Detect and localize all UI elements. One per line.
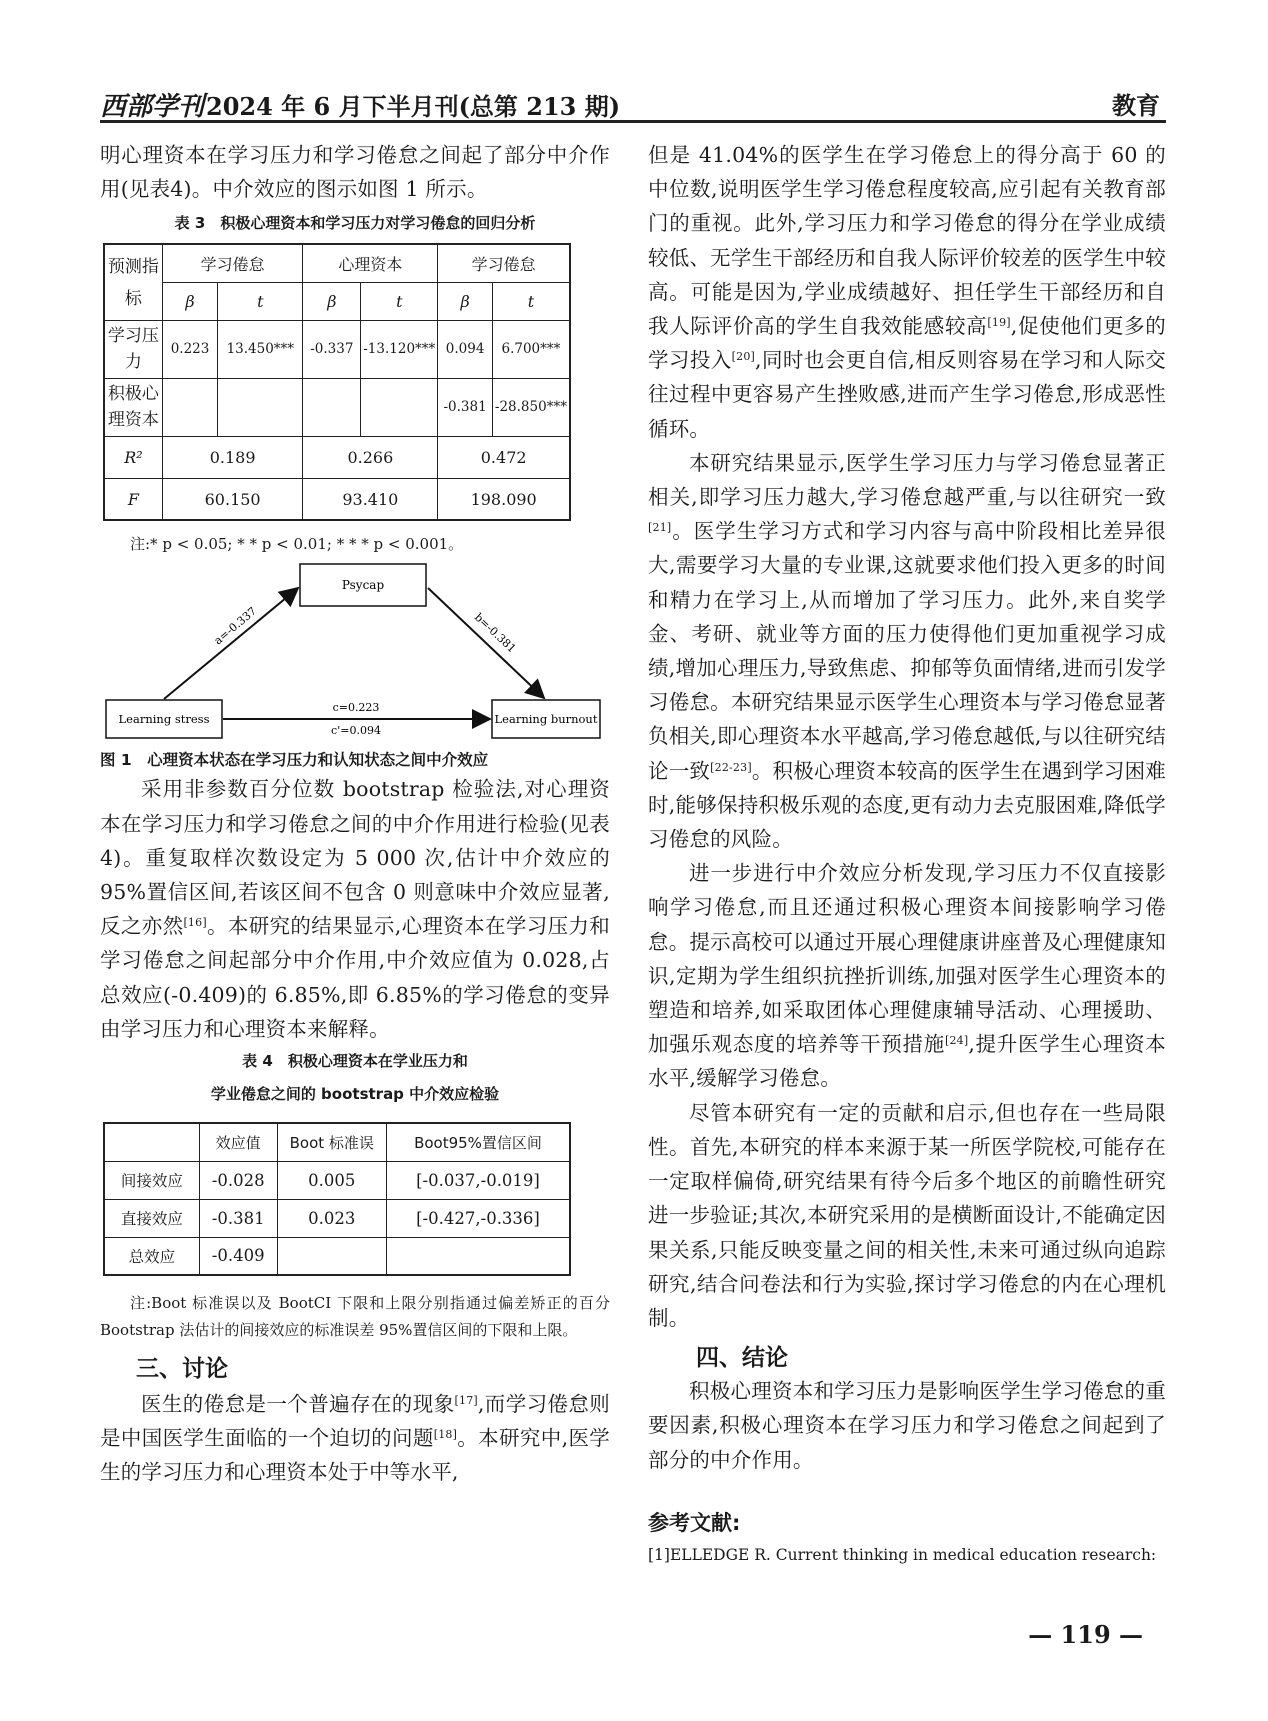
paragraph: 明心理资本在学习压力和学习倦怠之间起了部分中介作用(见表4)。中介效应的图示如图 1 所示。 [100, 143, 610, 202]
header-rule [100, 120, 1166, 123]
table4-row-label: 直接效应 [104, 1199, 199, 1237]
table3-cell: 0.223 [162, 320, 217, 378]
journal-header [100, 86, 620, 123]
journal-logo: 西部学刊 [100, 92, 205, 122]
text-run: 。医学生学习方式和学习内容与高中阶段相比差异很大,需要学习大量的专业课,这就要求他们投入更多的时间和精力在学习上,从而增加了学习压力。此外,来自奖学金、考研、就业等方面的压力使得他们更加重视学习成绩,增加心理压力,导致焦虑、抑郁等负面情绪,进而引发学习倦怠。本研究结果显示医学生心理资本与学习倦怠显著负相关,即心理资本水平越高,学习倦怠越低,与以往研究结论一致 [648, 519, 1166, 783]
table4-cell [277, 1237, 386, 1275]
citation: [16] [183, 916, 207, 930]
paragraph [648, 856, 1166, 1095]
table3-sub: t [218, 282, 303, 320]
table3-cell: -13.120*** [361, 320, 438, 378]
issue-info: 2024 年 6 月下半月刊(总第 213 期) [206, 92, 621, 121]
label-c: c=0.223 [332, 701, 380, 715]
paragraph [648, 446, 1166, 856]
table4-cell: -0.028 [199, 1161, 277, 1199]
table3-group: 心理资本 [303, 244, 438, 282]
table3-f: 93.410 [303, 478, 438, 520]
table4-cell: 0.023 [277, 1199, 386, 1237]
label-b: b=-0.381 [471, 611, 519, 656]
table3-f-label: F [104, 478, 162, 520]
table3-sub: β [303, 282, 361, 320]
table3-row-label: 积极心理资本 [104, 378, 162, 436]
table3-cell [218, 378, 303, 436]
table3-r2: 0.189 [162, 436, 303, 478]
references-heading: 参考文献: [648, 1510, 741, 1535]
text-run: 医生的倦怠是一个普遍存在的现象 [141, 1392, 455, 1417]
table3-sub: β [162, 282, 217, 320]
table3-r2: 0.266 [303, 436, 438, 478]
table3-cell [162, 378, 217, 436]
table4-caption: 表 4 积极心理资本在学业压力和 [242, 1052, 468, 1071]
paragraph: 尽管本研究有一定的贡献和启示,但也存在一些局限性。首先,本研究的样本来源于某一所医学院校,可能存在一定取样偏倚,研究结果有待今后多个地区的前瞻性研究进一步验证;其次,本研究采用的是横断面设计,不能确定因果关系,只能反映变量之间的相关性,未来可通过纵向追踪研究,结合问卷法和行为实验,探讨学习倦怠的内在心理机制。 [648, 1100, 1166, 1330]
learning-stress-label: Learning stress [118, 712, 210, 727]
table3-row-label: 学习压力 [104, 320, 162, 378]
learning-burnout-label: Learning burnout [494, 712, 598, 727]
text-run: 本研究结果显示,医学生学习压力与学习倦怠显著正相关,即学习压力越大,学习倦怠越严重,与以往研究一致 [648, 450, 1166, 510]
table4-caption: 学业倦怠之间的 bootstrap 中介效应检验 [210, 1085, 500, 1104]
text-run: 。本研究中,医学生的学习压力和心理资本处于中等水平, [100, 1426, 611, 1485]
table4-cell: [-0.427,-0.336] [387, 1199, 571, 1237]
table3-r2: 0.472 [438, 436, 570, 478]
table4-header: Boot 标准误 [277, 1123, 386, 1161]
table3-f: 60.150 [162, 478, 303, 520]
table3-cell [303, 378, 361, 436]
table4-cell: -0.381 [199, 1199, 277, 1237]
table4-note: 注:Boot 标准误以及 BootCI 下限和上限分别指通过偏差矫正的百分 Bootstrap 法估计的间接效应的标准误差 95%置信区间的下限和上限。 [100, 1294, 610, 1340]
table4-row-label: 间接效应 [104, 1161, 199, 1199]
table4-cell: -0.409 [199, 1237, 277, 1275]
label-a: a=-0.337 [211, 604, 259, 648]
table3-caption: 表 3 积极心理资本和学习压力对学习倦怠的回归分析 [174, 214, 536, 233]
table3-f: 198.090 [438, 478, 570, 520]
table3-cell: 13.450*** [218, 320, 303, 378]
text-run: 进一步进行中介效应分析发现,学习压力不仅直接影响学习倦怠,而且还通过积极心理资本间接影响学习倦怠。提示高校可以通过开展心理健康讲座普及心理健康知识,定期为学生组织抗挫折训练,加强对医学生心理资本的塑造和培养,如采取团体心理健康辅导活动、心理援助、加强乐观态度的培养等干预措施 [648, 861, 1166, 1057]
citation: [20] [731, 350, 756, 364]
left-column [100, 138, 610, 1490]
table3-sub: β [438, 282, 493, 320]
reference-item: [1]ELLEDGE R. Current thinking in medical education research: [648, 1545, 1157, 1564]
text-run: ,提升医学生心理资本水平,缓解学习倦怠。 [648, 1032, 1166, 1091]
text-run: ,促使他们更多的学习投入 [648, 314, 1166, 373]
citation: [22-23] [710, 760, 752, 774]
citation: [18] [433, 1428, 458, 1442]
table3-cell: 6.700*** [492, 320, 570, 378]
table4-cell [387, 1237, 571, 1275]
table3-r2-label: R² [104, 436, 162, 478]
paragraph [100, 1387, 610, 1490]
table3-cell: -0.337 [303, 320, 361, 378]
figure1-diagram [100, 560, 610, 740]
table4 [103, 1122, 571, 1276]
text-run: 。积极心理资本较高的医学生在遇到学习困难时,能够保持积极乐观的态度,更有动力去克服困难,降低学习倦怠的风险。 [648, 758, 1166, 852]
section-title: 教育 [1112, 92, 1160, 120]
citation: [17] [454, 1394, 478, 1408]
paragraph [648, 138, 1166, 446]
text-run: ,而学习倦怠则是中国医学生面临的一个迫切的问题 [100, 1392, 611, 1451]
path-a-arrow [164, 588, 298, 699]
table4-header: 效应值 [199, 1123, 277, 1161]
table3-note: 注:* p < 0.05; * * p < 0.01; * * * p < 0.001。 [130, 535, 464, 554]
page-number: — 119 — [1028, 1620, 1143, 1649]
table4-cell: [-0.037,-0.019] [387, 1161, 571, 1199]
right-column [648, 138, 1166, 1567]
table3-cell: 0.094 [438, 320, 493, 378]
path-b-arrow [428, 588, 544, 698]
table4-header [104, 1123, 199, 1161]
table3-header-predict: 预测指标 [104, 244, 162, 320]
table3-sub: t [361, 282, 438, 320]
table4-header: Boot95%置信区间 [387, 1123, 571, 1161]
table3-group: 学习倦怠 [162, 244, 303, 282]
text-run: 采用非参数百分位数 bootstrap 检验法,对心理资本在学习压力和学习倦怠之间的中介作用进行检验(见表4)。重复取样次数设定为 5 000 次,估计中介效应的 95%置信区间,若该区间不包含 0 则意味中介效应显著,反之亦然 [100, 777, 610, 939]
citation: [24] [944, 1034, 969, 1048]
citation: [21] [648, 521, 672, 535]
section-heading: 三、讨论 [136, 1356, 228, 1383]
table3-sub: t [492, 282, 570, 320]
text-run: 但是 41.04%的医学生在学习倦怠上的得分高于 60 的中位数,说明医学生学习倦怠程度较高,应引起有关教育部门的重视。此外,学习压力和学习倦怠的得分在学业成绩较低、无学生干部经历和自我人际评价较差的医学生中较高。可能是因为,学业成绩越好、担任学生干部经历和自我人际评价高的学生自我效能感较高 [648, 143, 1166, 339]
psycap-label: Psycap [341, 578, 385, 593]
table4-row-label: 总效应 [104, 1237, 199, 1275]
paragraph [100, 772, 610, 1046]
table3-cell: -0.381 [438, 378, 493, 436]
citation: [19] [987, 316, 1011, 330]
label-c-prime: c'=0.094 [331, 724, 381, 738]
table3-cell: -28.850*** [492, 378, 570, 436]
figure1-caption: 图 1 心理资本状态在学习压力和认知状态之间中介效应 [100, 751, 489, 770]
section-heading: 四、结论 [696, 1345, 788, 1372]
table4-cell: 0.005 [277, 1161, 386, 1199]
table3-group: 学习倦怠 [438, 244, 570, 282]
text-run: 。本研究的结果显示,心理资本在学习压力和学习倦怠之间起部分中介作用,中介效应值为 0.028,占总效应(-0.409)的 6.85%,即 6.85%的学习倦怠的变异由学习压力和心理资本来解释。 [100, 914, 610, 1041]
table3-cell [361, 378, 438, 436]
table3 [103, 243, 571, 521]
text-run: ,同时也会更自信,相反则容易在学习和人际交往过程中更容易产生挫败感,进而产生学习倦怠,形成恶性循环。 [648, 348, 1166, 441]
paragraph: 积极心理资本和学习压力是影响医学生学习倦怠的重要因素,积极心理资本在学习压力和学习倦怠之间起到了部分的中介作用。 [648, 1379, 1166, 1472]
